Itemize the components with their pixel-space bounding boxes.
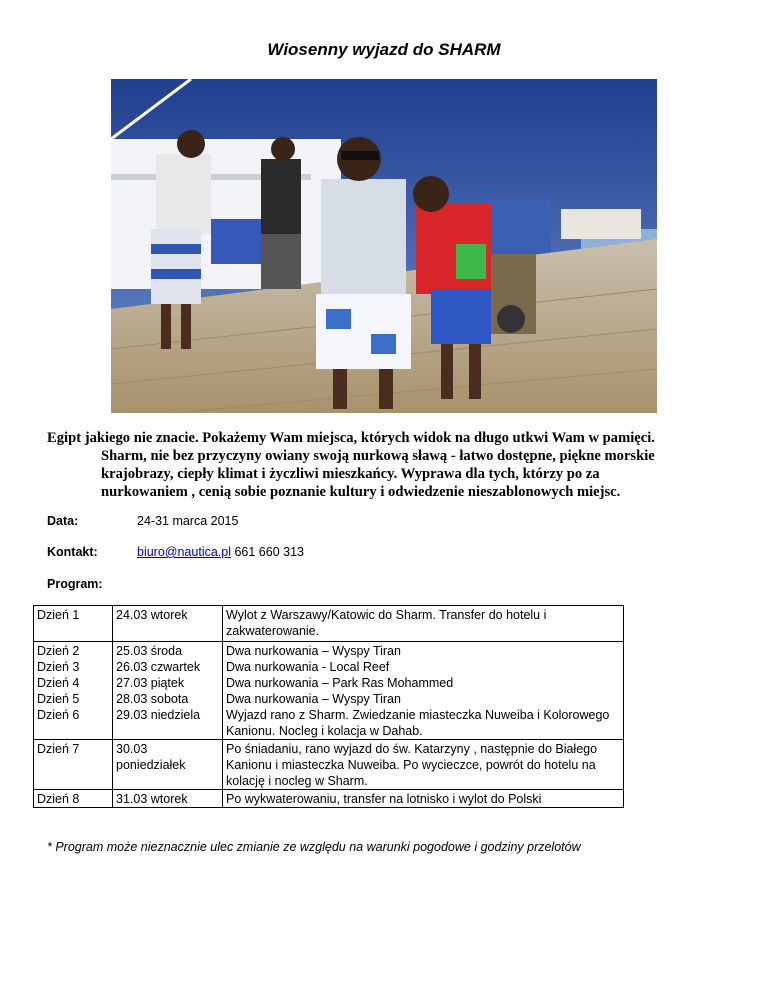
cell-line: zakwaterowanie. [226, 624, 320, 638]
cell-line: Dwa nurkowania – Wyspy Tiran [226, 692, 401, 706]
cell-line: Dzień 7 [37, 742, 80, 756]
page-title: Wiosenny wyjazd do SHARM [267, 40, 501, 59]
cell-line: Po śniadaniu, rano wyjazd do św. Katarzyny , następnie do Białego [226, 742, 598, 756]
cell-line: Wyjazd rano z Sharm. Zwiedzanie miasteczka Nuweiba i Kolorowego [226, 708, 610, 722]
date-value: 24-31 marca 2015 [137, 514, 239, 528]
date-cell [113, 740, 223, 790]
desc-cell [223, 642, 624, 740]
day-cell [34, 790, 113, 808]
date-cell [113, 790, 223, 808]
desc-cell [223, 790, 624, 808]
intro-line: nurkowaniem , cenią sobie poznanie kultury i odwiedzenie nieszablonowych miejsc. [101, 484, 621, 500]
date-cell [113, 642, 223, 740]
cell-line: Dzień 4 [37, 676, 80, 690]
cell-line: Po wykwaterowaniu, transfer na lotnisko i wylot do Polski [226, 792, 542, 806]
cell-line: kolację i nocleg w Sharm. [226, 774, 368, 788]
program-label: Program: [47, 577, 103, 591]
cell-line: 31.03 wtorek [116, 792, 188, 806]
cell-line: Dwa nurkowania - Local Reef [226, 660, 390, 674]
cell-line: 25.03 środa [116, 644, 183, 658]
cell-line: 28.03 sobota [116, 692, 189, 706]
cell-line: Dzień 5 [37, 692, 80, 706]
day-cell [34, 740, 113, 790]
intro-paragraph [47, 429, 727, 501]
contact-value [137, 545, 304, 559]
table-row [34, 790, 624, 808]
table-row [34, 740, 624, 790]
cell-line: Dzień 2 [37, 644, 80, 658]
cell-line: Dzień 6 [37, 708, 80, 722]
cell-line: Dzień 8 [37, 792, 80, 806]
cell-line: 26.03 czwartek [116, 660, 201, 674]
cell-line: Dzień 1 [37, 608, 80, 622]
cell-line: poniedziałek [116, 758, 186, 772]
desc-cell [223, 606, 624, 642]
cell-line: Dwa nurkowania – Wyspy Tiran [226, 644, 401, 658]
program-table [33, 605, 624, 808]
intro-line: Sharm, nie bez przyczyny owiany swoją nurkową sławą - łatwo dostępne, piękne morskie [101, 448, 655, 464]
cell-line: Kanionu. Nocleg i kolacja w Dahab. [226, 724, 423, 738]
date-cell [113, 606, 223, 642]
footnote: * Program może nieznacznie ulec zmianie ze względu na warunki pogodowe i godziny przelotów [47, 840, 581, 854]
cell-line: 27.03 piątek [116, 676, 185, 690]
cell-line: Dzień 3 [37, 660, 80, 674]
contact-label: Kontakt: [47, 545, 98, 559]
intro-line: Egipt jakiego nie znacie. Pokażemy Wam miejsca, których widok na długo utkwi Wam w pamięci. [47, 430, 655, 446]
cell-line: 24.03 wtorek [116, 608, 188, 622]
cell-line: 29.03 niedziela [116, 708, 201, 722]
cell-line: 30.03 [116, 742, 148, 756]
phone-number: 661 660 313 [231, 545, 304, 559]
photo-boys-on-pier [111, 79, 657, 413]
day-cell [34, 606, 113, 642]
cell-line: Dwa nurkowania – Park Ras Mohammed [226, 676, 454, 690]
day-cell [34, 642, 113, 740]
intro-line: krajobrazy, ciepły klimat i życzliwi mieszkańcy. Wyprawa dla tych, którzy po za [101, 466, 600, 482]
cell-line: Wylot z Warszawy/Katowic do Sharm. Transfer do hotelu i [226, 608, 547, 622]
date-label: Data: [47, 514, 79, 528]
cell-line: Kanionu i miasteczka Nuweiba. Po wycieczce, powrót do hotelu na [226, 758, 596, 772]
table-row [34, 642, 624, 740]
desc-cell [223, 740, 624, 790]
table-row [34, 606, 624, 642]
email-link[interactable]: biuro@nautica.pl [137, 545, 231, 559]
